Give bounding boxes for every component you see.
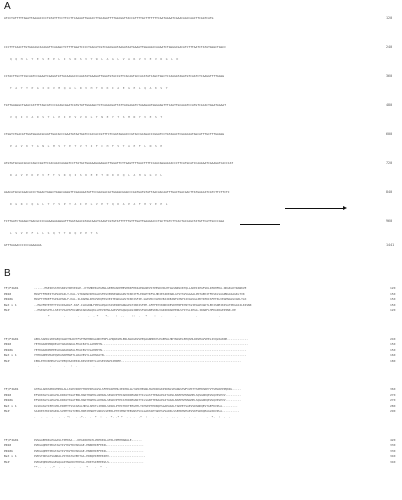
translation-line: P A V K T A N L M V Y E T V T I F C H F V T A E F L N S H <box>10 144 163 148</box>
alignment-row <box>4 359 400 363</box>
consensus-symbols: **.. . ..* . . . . . * . * . <box>34 465 108 469</box>
dna-line: ATGTGTGCGACGCACCAGCCGGTTCCACAGCCAGGGTCCTTATGCTGAAAAGAAAGACTTGGATTCTTGAGTTTTAACTTTTCCAACAGGAGCACCCTTCATGCATCCAAGAATCAAAGATCACCCAT <box>4 161 234 165</box>
sequence-name: PR10 <box>4 291 12 296</box>
alignment-position: 280 <box>390 403 396 408</box>
alignment-row <box>4 393 400 397</box>
aligned-sequence: --MSEAKSPTLLSEITVSAPSFKLWNSIADGNLQKLLPEVIPNLAAEVVEGQGQAGSIRRVSFGKGNESKKLVGRIDRADEENLSYSYSLIEGG-IDANFLHFDAIRGEPINK-KE <box>34 308 236 312</box>
alignment-position: 340 <box>390 459 396 464</box>
alignment-row <box>4 337 400 341</box>
sequence-name: Bet v 1 <box>4 302 17 307</box>
aligned-sequence: AEKLSAHDLVKEGEQVGGKTHLRVTFSFHVEHKKGLNKVFNFLLMQWSSMLENLNLDGKVSPEQAGNHKKYLEAEMALHDYNGVELEHQSHLRDVHAVVEELIVQVAAKDH------------ <box>34 336 249 341</box>
aligned-sequence: SAIKESTKISEGKSLSVPETSSTVEKLHDEIHHAPTLNDVLSEEKLPTPIMSKTEEGNSTVILGAKSSETAKPSVSADKLSSEPRHVEAEVSKFGDKQEAGVAKVPLA---------- <box>34 409 240 413</box>
translation-line: D G R C Q A L T Y V P T A I E L V E T Q D A P A F H V E E L <box>10 202 168 206</box>
aligned-sequence: PVDGAQHETPDGTAGTIVYKVTDVSKAGE-ENKKHIEFEKIL--------------------- <box>34 448 144 453</box>
motif-underline-2 <box>240 224 280 225</box>
dna-line: GTTTAAAACCCCCCAAAAAAA <box>4 243 42 247</box>
sequence-name: TF/FIG01 <box>4 437 19 442</box>
consensus-symbols: . . . . . . *: . .*.. . * : . *. .* * . . . .* : . . . . .. . . . . . *. : . . <box>34 414 231 419</box>
consensus-row <box>4 415 400 419</box>
position-number: 360 <box>386 74 393 78</box>
alignment-position: 150 <box>390 302 396 307</box>
position-number: 960 <box>386 219 393 223</box>
alignment-position: 180 <box>390 358 396 363</box>
sequence-name: PR10b <box>4 398 14 402</box>
alignment-row <box>4 297 400 301</box>
translation-line: Q Q H L Y E S E P L I S N S V Y W L A G L V A R V V E V R G L D <box>10 57 179 61</box>
alignment-position: 330 <box>390 448 396 453</box>
position-number: 240 <box>386 45 393 49</box>
sequence-name: MLP <box>4 459 10 464</box>
aligned-sequence: IERLETKIKHEGYLGTPEQVSAVEKILKKVVEIHYLLKSESVNVSIHDEE--------------------------------------------------------------------- <box>34 358 242 363</box>
sequence-name: PR10b <box>4 347 14 352</box>
aligned-sequence: YETKGDAEPNQDELKTGKAKADALFKAIEAYLLAHPDYN------------------------------------------------------------------------------------ <box>34 342 249 346</box>
alignment-position: 240 <box>390 336 396 341</box>
consensus-row <box>4 364 400 368</box>
position-number: 120 <box>386 16 393 20</box>
sequence-name: MLP <box>4 358 10 363</box>
translation-line: T A Y T P G I D V M Q A L R V H T K K I A E G E L Q A K S Y <box>10 86 168 90</box>
consensus-row <box>4 465 400 469</box>
sequence-name: PR10 <box>4 443 12 447</box>
aligned-sequence: PVDSTDDSATSGNKALVSYKATGVEKTGA-EDKQPIEHEKIHV--------------------- <box>34 454 146 458</box>
position-number: 600 <box>386 132 393 136</box>
alignment-row <box>4 404 400 408</box>
alignment-row <box>4 460 400 464</box>
alignment-row <box>4 387 400 391</box>
alignment-position: 290 <box>390 409 396 413</box>
motif-arrow <box>343 206 347 210</box>
alignment-position: 120 <box>390 286 396 290</box>
alignment-row <box>4 449 400 453</box>
sequence-name: Bet v 1 <box>4 353 17 357</box>
aligned-sequence: YHTKGDHEVKAEQVKASKEMGETLLRAVESYLLAHSDAYN---------------------------------------------------------------------------------- <box>34 353 247 357</box>
motif-underline <box>285 208 345 209</box>
sequence-name: PR10 <box>4 392 12 397</box>
dna-line: AGACATGCGCAGACACCCTGGACTGGGCTGGGCAAGGTTCGAAAGATATTCCGACGACACTGGGGCGGGCCCAGTGATGTATTAACAACAATTTGACTGACGACTTATGAGCATCATCTTCTTCTC <box>4 190 230 194</box>
alignment-row <box>4 438 400 442</box>
dna-line: ATCCTATTTTTAGATTAAAACCCCTGTATTTCCTTCCTTCAAAATTGAACCTTGCAGATTTTGGCGGTTACCATTTTGCTTTTTTTCAATAAAATCAAACAACCAACTTCAGTCATG <box>4 16 214 20</box>
sequence-name: TF/FIG01 <box>4 336 19 341</box>
dna-line: CCCTTTCAACTTGTGGCAGCACAGGTTCAGAGCTCTTTTGGATCCCCTAACATCGTCGGCGAATAAGATAATGAAATTGGAAGCCAAAATCTGGGGCGACATCTTTAATCTATATGGGCTGGCC <box>4 45 226 49</box>
alignment-row <box>4 454 400 458</box>
alignment-row <box>4 303 400 307</box>
aligned-sequence: MGVFTYEDEFTSPIAPSRLF-KAL-ILDAHNLIPKVVDQFKSVEITEGDGGVGTIKKISFIE-GGEVKCVLHKVEAIDEANFGYNYSIVGGVGLPDTIEKISFETKLVEGPNGGSIGKLTLK <box>34 297 247 301</box>
dna-line: CCTACTTGCTTCGCAGTCCGGAATCGAGGTGTTACAAGGCCCAAATATGAAGATTGGATGTACCGTTCACAGTGCCACATATCAGCTGGCTCCAAGATAGATGTCAATCTCAAGGTTTTGAGG <box>4 74 225 78</box>
aligned-sequence: EFSKKSGTLGEGVSLDDPATSSATENLHARTHGEHLLDHDALSEGKVPTPIATKDDEGNSTTILSGNTTEKAAPGITADALNSEPSHVNAHELSQGGDKQEVGQVKVPVV--------- <box>34 398 242 402</box>
alignment-position: 160 <box>390 353 396 357</box>
sequence-name: MLP <box>4 409 10 413</box>
alignment-position: 270 <box>390 392 396 397</box>
translation-line: V Q I V A D S T L P I E V V K L T N E Y T S M N Y V E S T <box>10 115 163 119</box>
alignment-position: 120 <box>390 308 396 312</box>
alignment-position: 150 <box>390 347 396 352</box>
sequence-name: PR10b <box>4 448 14 453</box>
aligned-sequence: GTEGLAKKSPKDVHPRLALLSSEVIREYTREPIEAGVSLSFPEGSEHHLIEIPRLGLYAHCHEGNLHLPDIKGKPIDNLVEANGSTWFIVKTTSPEKHAEYVYSMLRPPPQKRL----- <box>34 387 242 391</box>
sequence-name: TF/FIG01 <box>4 387 19 391</box>
position-number: 480 <box>386 103 393 107</box>
dna-line: CTGGTCTGACATTGGTGGAGCGCAGTTGACACCCAAATATAATGGTCCACCACCGTTTCTCGGTAGGACCCGTACCGCAGACCCGGATCCTATAAACTCGAACAATAGCATTTGCTTTGAAGG <box>4 132 225 136</box>
alignment-row <box>4 353 400 357</box>
panel-a-label: A <box>4 1 11 12</box>
consensus-symbols: . . . : . . <box>34 364 106 368</box>
consensus-symbols: * . . . . * *. : .. :: . * : . . . . <box>34 313 221 318</box>
alignment-position: 150 <box>390 342 396 346</box>
sequence-name: Bet v 1 <box>4 454 17 458</box>
sequence-name: TF/FIG01 <box>4 286 19 290</box>
aligned-sequence: --MGVFNYETETTSVIPAARLF-KAF-ILDGDNLFPKVAPQAISSVENIEGNGGPGTIKKISFPE-GFPFKYVKDRVDEVDHTNFKYNYSVIEGGPIGDTLEKISNEIKIVATPDGGSILKISNK <box>34 302 252 307</box>
alignment-row <box>4 292 400 296</box>
dna-line: TGTTGAGGGCTGAACCATTTTAGCGTCCCGCAGCAGATCATGTATTGGAAGCTCTCAGACGATTATTACGAGGTCTAGAGAATGGGAAGTTTCAATTGCAAATCCATGTCACACTAGATAAAAT <box>4 103 226 107</box>
position-number: 1441 <box>386 243 395 247</box>
alignment-row <box>4 409 400 413</box>
translation-line: L S V E F L L S Q T T R Q P E T S <box>10 231 98 235</box>
aligned-sequence: MGVFTFEDEITSPVAPAILY-KAL-VTDADNVIPKALDSFKSVENVEGNGGPGTIKKITFLEDGETKFVLHKIESIDEANLGYSYSVVGGAALPDTAEKITFDSKLVAGPNGGSAGKLTVK <box>34 291 245 296</box>
sequence-name: PR10 <box>4 342 12 346</box>
consensus-row <box>4 314 400 318</box>
alignment-position: 150 <box>390 297 396 301</box>
aligned-sequence: ------MSEIKSSTDSNISYDPVEIGE--KTSMKEKLEGMGLGEEHASKEMEVHKKFHKIAEWLNEVSTPESDVDLHTGGSNRSIKTQLLAKEIIEGFSKLIERHFDA-DKGKLKYRANKVE <box>34 286 247 290</box>
position-number: 720 <box>386 161 393 165</box>
aligned-sequence: PVDGEQHDVKGGEGQALRYNLKDVTKEGG-EDKTSIEHEKVLS-------------------- <box>34 459 144 464</box>
aligned-sequence: EFSKKSGTLGDGVSLDDPATSSATENLHARTHGEHLLNHDALSEGKVPTPIAKKDDEGNSTTILSASTTEKAAPGITADSLNSEPSHVNAHELSQSGDKQEVGQVKVPVV--------- <box>34 392 242 397</box>
alignment-row <box>4 443 400 447</box>
position-number: 840 <box>386 190 393 194</box>
alignment-position: 150 <box>390 291 396 296</box>
alignment-row <box>4 348 400 352</box>
alignment-row <box>4 342 400 346</box>
dna-line: TCTTGATCTAGAGCTGACGCCCCAAAAGAAGGGATTTGGTAAACGTAGCAAATCAAGTCGTGTATTTTTTGTTTGATTGAAGACCCTGCTTATCTTCACTACCAGCTATGTTCATTGCCCAGA <box>4 219 225 223</box>
alignment-row <box>4 398 400 402</box>
panel-b-label: B <box>4 268 11 279</box>
sequence-name: PR10b <box>4 297 14 301</box>
alignment-row <box>4 286 400 290</box>
aligned-sequence: DLSKASGTIEEIVKLEDPETTSSIAEALHKSLSEKTLIHDDLSDSKLPTPITDKTEEGHTLTIHSEPTPDKQPSGAEADALTAKPEYSAEVSDSNKQEVTGEFKVPLA--------- <box>34 403 238 408</box>
aligned-sequence: PVGGAEHKKLEGGAVLTPEKSA---DEGPAKHGTLVKEKKSLATKLVPEHHANALE------ <box>34 437 142 442</box>
alignment-position: 340 <box>390 454 396 458</box>
sequence-name: MLP <box>4 308 10 312</box>
sequence-name: Bet v 1 <box>4 403 17 408</box>
translation-line: R A V E D P V F T S R Q I S K E E T N D K Q L A H G G V L <box>10 173 163 177</box>
alignment-position: 420 <box>390 437 396 442</box>
alignment-position: 330 <box>390 443 396 447</box>
aligned-sequence: YETKGDAKPDEEELKGGKAKGEALFKAIEGYVLAHPDYN----------------------------------------------------------------------------------- <box>34 347 247 352</box>
alignment-position: 360 <box>390 387 396 391</box>
alignment-position: 270 <box>390 398 396 402</box>
alignment-row <box>4 308 400 312</box>
aligned-sequence: PVDGAQHDTPDGTAGTIVYKVTDVSKAGE-ENKKHIEFEKIL--------------------- <box>34 443 144 447</box>
